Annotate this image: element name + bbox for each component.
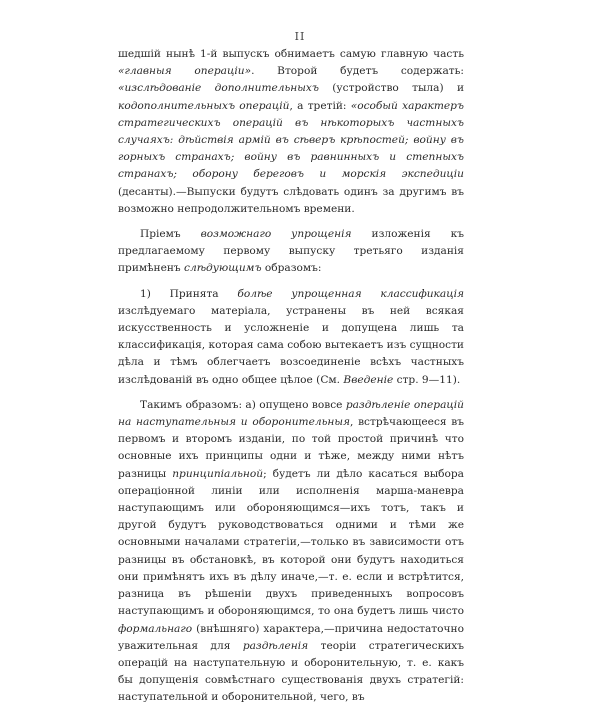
text-run: Такимъ образомъ: а) опущено вовсе xyxy=(140,398,346,411)
text-run: (десанты).—Выпуски будутъ слѣдовать одинъ за другимъ въ возможно непродолжительномъ времени. xyxy=(118,185,464,215)
paragraph-point-1 xyxy=(118,286,464,389)
italic-phrase: раздѣленія xyxy=(242,639,309,652)
text-run: 1) Принята xyxy=(140,287,238,300)
text-run: (внѣшняго) характера,—причина недостаточно уважительная для xyxy=(118,622,464,652)
italic-phrase: принципіальной xyxy=(172,467,264,480)
text-run: шедшій нынѣ 1-й выпускъ обнимаетъ самую главную часть xyxy=(118,48,464,60)
italic-phrase: болѣе упрощенная классификація xyxy=(237,287,464,300)
italic-phrase: Введеніе xyxy=(343,373,394,386)
text-run: , встрѣчающееся въ первомъ и второмъ изданіи, по той простой причинѣ что основные ихъ принципы одни и тѣже, между ними нѣтъ разницы xyxy=(118,416,465,480)
text-run: , а третій: xyxy=(289,99,351,112)
text-run: . Второй будетъ содержать: xyxy=(251,65,464,78)
paragraph-simplification-intro xyxy=(118,226,464,278)
text-run: образомъ: xyxy=(261,262,322,275)
italic-phrase: «главныя операціи» xyxy=(118,65,252,78)
italic-phrase: раздѣленіе операцій на наступательныя и оборонительныя xyxy=(118,398,464,429)
italic-phrase: слѣдующимъ xyxy=(184,262,262,275)
paragraph-thus xyxy=(118,397,464,707)
text-run: Пріемъ xyxy=(140,228,201,241)
italic-phrase: возможнаго упрощенія xyxy=(200,228,352,241)
text-run: теоріи стратегическихъ операцій на наступательную и оборонительную, т. е. какъ бы допущенія совмѣстнаго существованія двухъ стратегій: наступательной и оборонительной, чего, въ xyxy=(118,639,464,704)
paragraph-continuation xyxy=(118,46,464,218)
text-run: (устройство тыла) и xyxy=(318,82,465,95)
italic-phrase: кодополнительныхъ операцій xyxy=(118,99,290,112)
italic-phrase: формальнаго xyxy=(118,622,193,635)
text-run: стр. 9—11). xyxy=(393,373,461,386)
body-text xyxy=(118,46,464,707)
text-run: изслѣдуемаго матеріала, устранены въ ней всякая искусственность и усложненіе и допущена лишь та классификація, которая сама собою вытекаетъ изъ сущности дѣла и тѣмъ облегчаетъ возсоединеніе всѣхъ частныхъ изслѣдованій въ одно общее цѣлое (См. xyxy=(118,304,464,386)
italic-phrase: «особый характеръ стратегическихъ операцій въ нѣкоторыхъ частныхъ случаяхъ: дѣйствія армій въ сѣверъ крѣпостей; войну въ горныхъ странахъ; войну въ равнинныхъ и степныхъ странахъ; оборону береговъ и морскія экспедиціи xyxy=(118,99,464,181)
text-run: ; будетъ ли дѣло касаться выбора операціонной линіи или исполненія марша-маневра наступающимъ или обороняющимся—ихъ тотъ, такъ и другой будутъ руководствоваться одними и тѣми же основными началами стратегіи,—только въ зависимости отъ разницы въ обстановкѣ, въ которой они будутъ находиться они примѣнятъ ихъ въ дѣлу иначе,—т. е. если и встрѣтится, разница въ рѣшеніи двухъ приведенныхъ вопросовъ наступающимъ и обороняющимся, то она будетъ лишь чисто xyxy=(118,467,464,618)
page-number: II xyxy=(294,30,306,43)
italic-phrase: «изслѣдованіе дополнительныхъ xyxy=(118,82,319,95)
text-run: изложенія къ предлагаемому первому выпуску третьяго изданія примѣненъ xyxy=(118,228,464,275)
